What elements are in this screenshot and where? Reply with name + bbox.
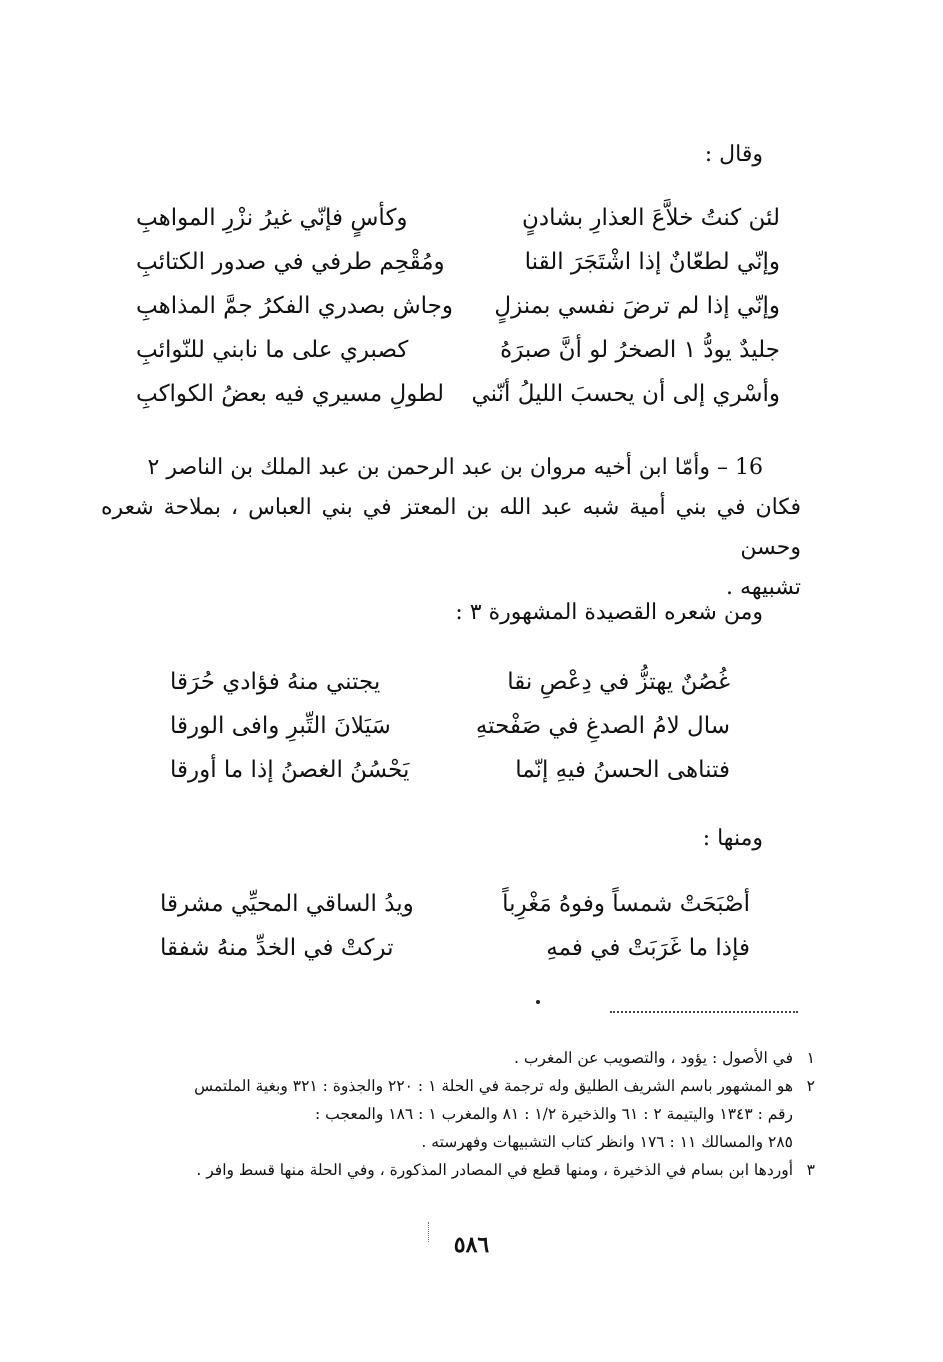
verse-first-hemistich: لئن كنتُ خلاَّعَ العذارِ بشادنٍ [522, 205, 780, 231]
verse-second-hemistich: سَيَلانَ التِّبرِ وافى الورقا [170, 713, 391, 739]
verse-second-hemistich: ومُقْحِم طرفي في صدور الكتائبِ [136, 249, 445, 275]
poem-1 [136, 196, 780, 416]
verse-first-hemistich: فتناهى الحسنُ فيهِ إنّما [515, 757, 730, 783]
paragraph-line: 16 – وأمّا ابن أخيه مروان بن عبد الرحمن بن عبد الملك بن الناصر ٢ [147, 455, 763, 480]
verse-second-hemistich: كصبري على ما نابني للنّوائبِ [136, 337, 409, 363]
paragraph-line: تشبيهه . [726, 575, 801, 600]
poem-2 [170, 660, 730, 792]
ink-dot [536, 1000, 540, 1004]
verse-row [136, 240, 780, 284]
footnote [115, 1156, 815, 1184]
footnote-text: في الأصول : يؤود ، والتصويب عن المغرب . [513, 1049, 793, 1067]
footnote-text: أوردها ابن بسام في الذخيرة ، ومنها قطع في المصادر المذكورة ، وفي الحلة منها قسط وافر . [196, 1161, 793, 1179]
footnote-number: ٢ [806, 1077, 815, 1095]
intro-line-1: وقال : [704, 142, 763, 167]
footnote-continuation [115, 1100, 815, 1128]
verse-row [136, 372, 780, 416]
poem-3 [160, 882, 750, 970]
verse-second-hemistich: وكأسٍ فإنّي غيرُ نزْرِ المواهبِ [136, 205, 408, 231]
verse-row [170, 704, 730, 748]
footnotes [115, 1044, 815, 1184]
verse-first-hemistich: غُصُنٌ يهتزُّ في دِعْصِ نقا [507, 669, 730, 695]
page-number: ٥٨٦ [453, 1232, 490, 1258]
paragraph-16 [101, 448, 801, 608]
footnote-text: ٢٨٥ والمسالك ١١ : ١٧٦ وانظر كتاب التشبيهات وفهرسته . [421, 1133, 793, 1151]
verse-second-hemistich: لطولِ مسيري فيه بعضُ الكواكبِ [136, 381, 445, 407]
verse-second-hemistich: يَحْسُنُ الغصنُ إذا ما أورقا [170, 757, 410, 783]
footnote-text: هو المشهور باسم الشريف الطليق وله ترجمة في الحلة ١ : ٢٢٠ والجذوة : ٣٢١ وبغية الملتمس [194, 1077, 793, 1095]
footnote-separator [610, 1011, 798, 1013]
footnote [115, 1044, 815, 1072]
footnote-number: ١ [806, 1049, 815, 1067]
verse-row [136, 196, 780, 240]
verse-row [160, 882, 750, 926]
footnote-number [793, 1100, 815, 1128]
paragraph-line: فكان في بني أمية شبه عبد الله بن المعتز في بني العباس ، بملاحة شعره وحسن [101, 495, 801, 560]
verse-row [136, 328, 780, 372]
intro-line-3: ومنها : [702, 826, 763, 851]
verse-second-hemistich: وجاش بصدري الفكرُ جمَّ المذاهبِ [136, 293, 454, 319]
verse-second-hemistich: ويدُ الساقي المحيِّي مشرقا [160, 891, 414, 917]
verse-first-hemistich: وأسْري إلى أن يحسبَ الليلُ أنّني [471, 381, 780, 407]
verse-row [160, 926, 750, 970]
verse-first-hemistich: جليدٌ يودُّ ١ الصخرُ لو أنَّ صبرَهُ [500, 337, 780, 363]
verse-first-hemistich: فإذا ما غَرَبَتْ في فمهِ [546, 935, 750, 961]
verse-first-hemistich: أصْبَحَتْ شمساً وفوهُ مَغْرِباً [502, 891, 750, 917]
verse-row [170, 748, 730, 792]
footnote-continuation [115, 1128, 815, 1156]
verse-row [136, 284, 780, 328]
verse-second-hemistich: يجتني منهُ فؤادي حُرَقا [170, 669, 381, 695]
intro-line-2: ومن شعره القصيدة المشهورة ٣ : [455, 600, 763, 625]
verse-first-hemistich: وإنّي إذا لم ترضَ نفسي بمنزلٍ [494, 293, 780, 319]
verse-second-hemistich: تركتْ في الخدِّ منهُ شفقا [160, 935, 394, 961]
verse-row [170, 660, 730, 704]
verse-first-hemistich: سال لامُ الصدغِ في صَفْحتهِ [475, 713, 730, 739]
footnote-number [793, 1128, 815, 1156]
verse-first-hemistich: وإنّي لطعّانٌ إذا اشْتَجَرَ القنا [524, 249, 780, 275]
footnote-number: ٣ [806, 1161, 815, 1179]
footnote [115, 1072, 815, 1100]
footnote-text: رقم : ١٣٤٣ واليتيمة ٢ : ٦١ والذخيرة ١/٢ : ٨١ والمغرب ١ : ١٨٦ والمعجب : [315, 1105, 793, 1123]
